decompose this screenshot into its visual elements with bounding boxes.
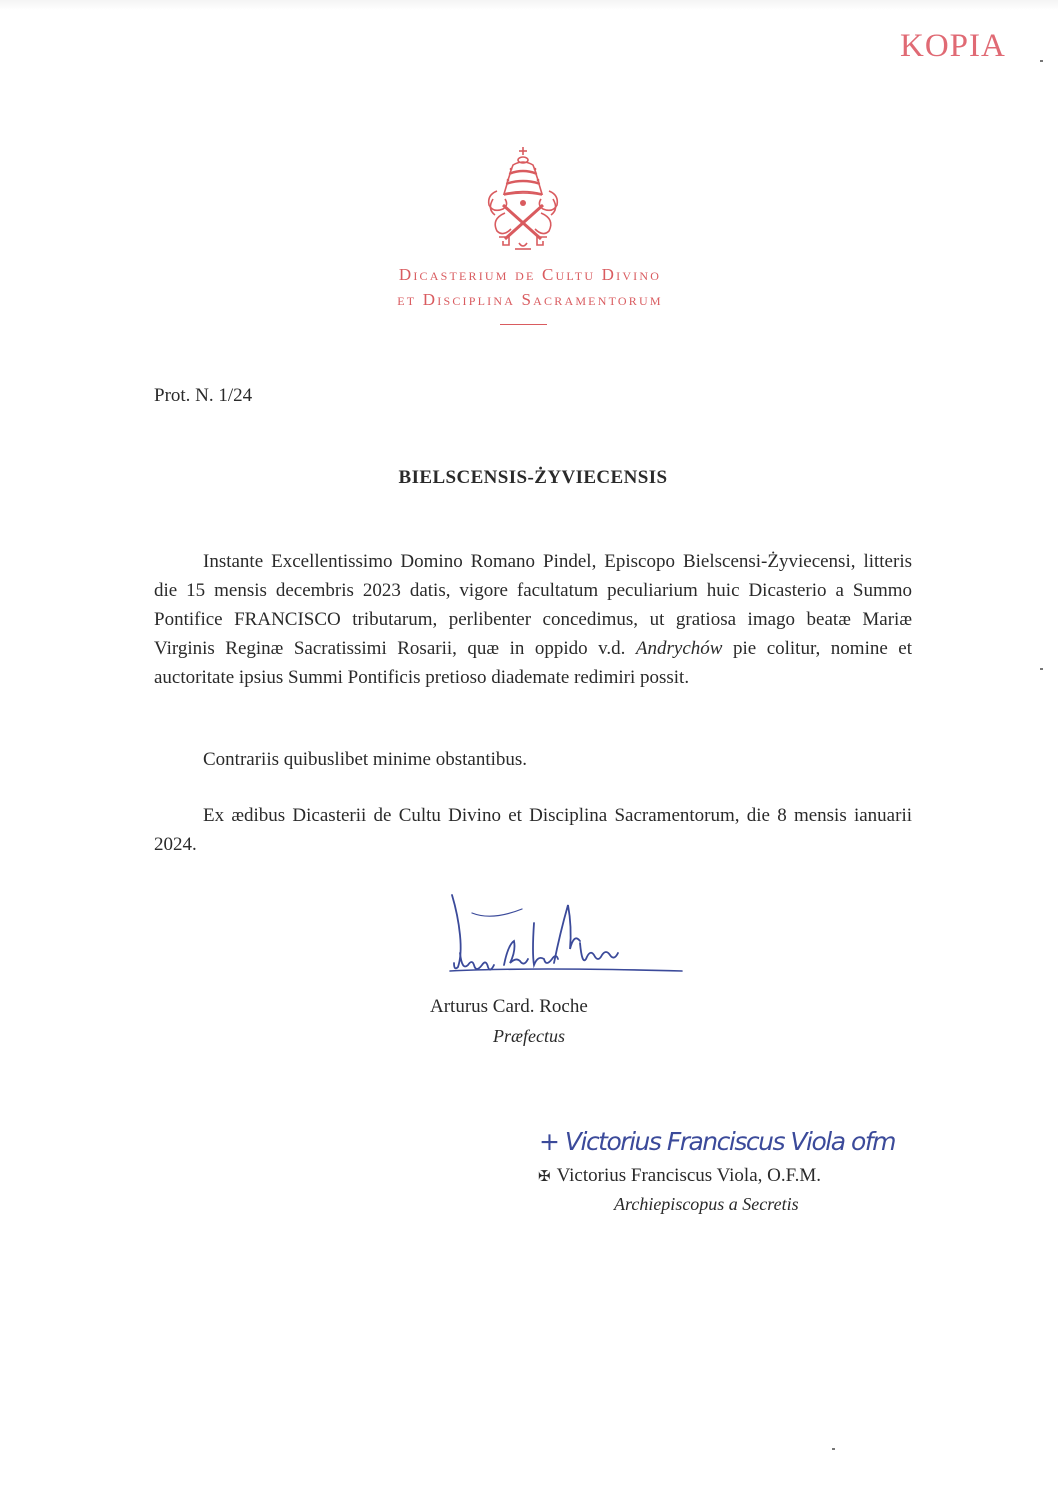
scan-speck [1040,668,1043,670]
dicastery-line-1: Dicasterium de Cultu Divino [398,265,662,284]
prefect-title: Præfectus [493,1026,565,1046]
decree-text-part-1: Instante Excellentissimo Domino Romano Pindel, Episcopo Bielscensi-Żyviecensi, litteris die 15 mensis decembris 2023 datis, vigore facultatum peculiarium huic Dicasterio a Summo Pontifice FRANCISCO tributarum, perlibenter concedimus, ut gratiosa imago beatæ Mariæ Virginis Reginæ Sacratissimi Rosarii, quæ in oppido v.d. [154,551,912,659]
decree-paragraph-1 [154,547,912,692]
secretary-handwritten-text: + Victorius Franciscus Viola ofm [539,1127,895,1156]
secretary-name: Victorius Franciscus Viola, O.F.M. [556,1165,822,1186]
archbishop-cross-icon: ✠ [538,1169,551,1185]
dicastery-line-2: et Disciplina Sacramentorum [397,290,663,309]
kopia-stamp: KOPIA [900,28,1006,64]
secretary-signature [535,1122,910,1160]
diocese-heading: BIELSCENSIS-ŻYVIECENSIS [398,467,668,488]
decree-date-paragraph: Ex ædibus Dicasterii de Cultu Divino et Disciplina Sacramentorum, die 8 mensis ianuarii 2024. [154,805,912,855]
secretary-title: Archiepiscopus a Secretis [614,1194,799,1214]
decree-paragraph-2: Contrariis quibuslibet minime obstantibus. [203,749,528,770]
protocol-number: Prot. N. 1/24 [154,385,253,406]
prefect-signature [442,893,690,985]
prefect-name: Arturus Card. Roche [430,996,588,1017]
secretary-name-line [538,1165,821,1187]
scan-edge [0,0,1058,10]
dicastery-name [300,262,760,312]
decree-text-part-2: pie colitur, nomine et auctoritate ipsius Summi Pontificis pretioso diademate redimiri possit. [154,638,912,688]
scan-speck [1040,60,1043,62]
town-name: Andrychów [635,638,723,659]
papal-emblem-icon [475,143,571,257]
scan-speck [832,1448,835,1450]
header-divider [500,324,547,325]
